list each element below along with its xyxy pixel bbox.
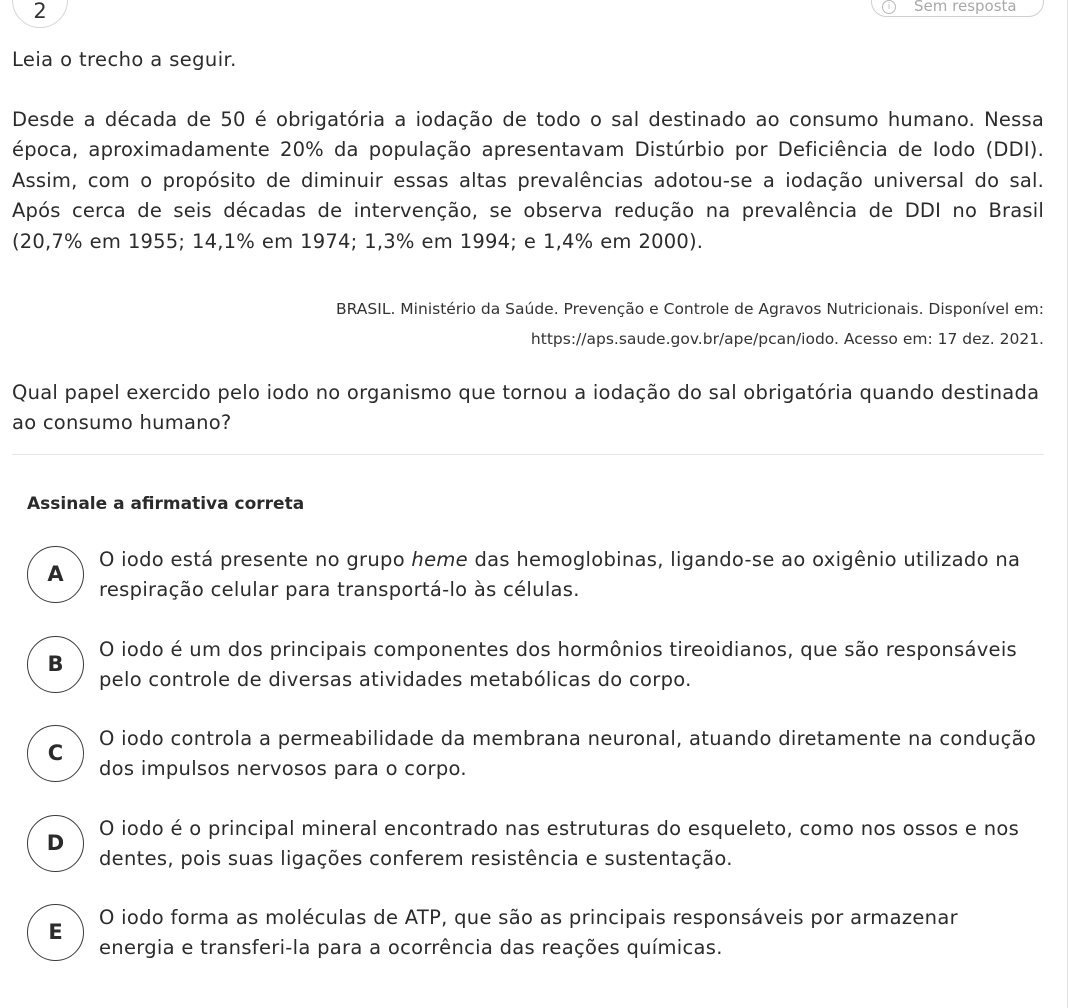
option-text-e[interactable]: O iodo forma as moléculas de ATP, que são as principais responsáveis por armazenar energia e transferi-la para a ocorrência das reações químicas. xyxy=(99,906,958,959)
citation-line-1: BRASIL. Ministério da Saúde. Prevenção e Controle de Agravos Nutricionais. Disponível em: xyxy=(336,300,1044,318)
status-label: Sem resposta xyxy=(914,0,1017,15)
option-letter-a[interactable]: A xyxy=(27,546,84,603)
question-number: 2 xyxy=(33,0,47,23)
option-text-d[interactable]: O iodo é o principal mineral encontrado nas estruturas do esqueleto, como nos ossos e nos dentes, pois suas ligações conferem resistência e sustentação. xyxy=(99,817,1020,870)
option-text-a-part-1: O iodo está presente no grupo xyxy=(99,548,412,571)
option-b[interactable] xyxy=(27,636,1027,696)
option-letter-b[interactable]: B xyxy=(27,636,84,693)
passage-text: Desde a década de 50 é obrigatória a iodação de todo o sal destinado ao consumo humano. Nessa época, aproximadamente 20% da população apresentavam Distúrbio por Deficiência de Iodo (DDI). Assim, com o propósito de diminuir essas altas prevalências adotou-se a iodação universal do sal. Após cerca de seis décadas de intervenção, se observa redução na prevalência de DDI no Brasil (20,7% em 1955; 14,1% em 1974; 1,3% em 1994; e 1,4% em 2000). xyxy=(12,108,1044,253)
option-d[interactable] xyxy=(27,815,1027,875)
status-badge xyxy=(871,0,1044,17)
option-letter-c[interactable]: C xyxy=(27,725,84,782)
option-c[interactable] xyxy=(27,725,1037,785)
citation xyxy=(284,294,1044,354)
option-text-a[interactable] xyxy=(99,545,1039,605)
option-letter-d[interactable]: D xyxy=(27,815,84,872)
divider xyxy=(12,454,1044,455)
option-letter-e[interactable]: E xyxy=(27,904,84,961)
option-e[interactable] xyxy=(27,904,1027,964)
citation-line-2: https://aps.saude.gov.br/ape/pcan/iodo. Acesso em: 17 dez. 2021. xyxy=(530,330,1044,348)
option-text-c[interactable]: O iodo controla a permeabilidade da membrana neuronal, atuando diretamente na condução dos impulsos nervosos para o corpo. xyxy=(99,727,1037,780)
instruction-text: Assinale a afirmativa correta xyxy=(27,494,305,514)
option-text-a-part-2: das hemoglobinas, ligando-se ao oxigênio utilizado na respiração celular para transportá-lo às células. xyxy=(99,548,1021,601)
info-icon: i xyxy=(882,0,896,14)
question-text: Qual papel exercido pelo iodo no organismo que tornou a iodação do sal obrigatória quando destinada ao consumo humano? xyxy=(12,381,1040,434)
intro-text: Leia o trecho a seguir. xyxy=(12,48,237,71)
option-text-b[interactable]: O iodo é um dos principais componentes dos hormônios tireoidianos, que são responsáveis pelo controle de diversas atividades metabólicas do corpo. xyxy=(99,638,1018,691)
option-text-a-italic: heme xyxy=(411,548,468,571)
option-a[interactable] xyxy=(27,546,1027,606)
question-number-badge xyxy=(12,0,68,28)
